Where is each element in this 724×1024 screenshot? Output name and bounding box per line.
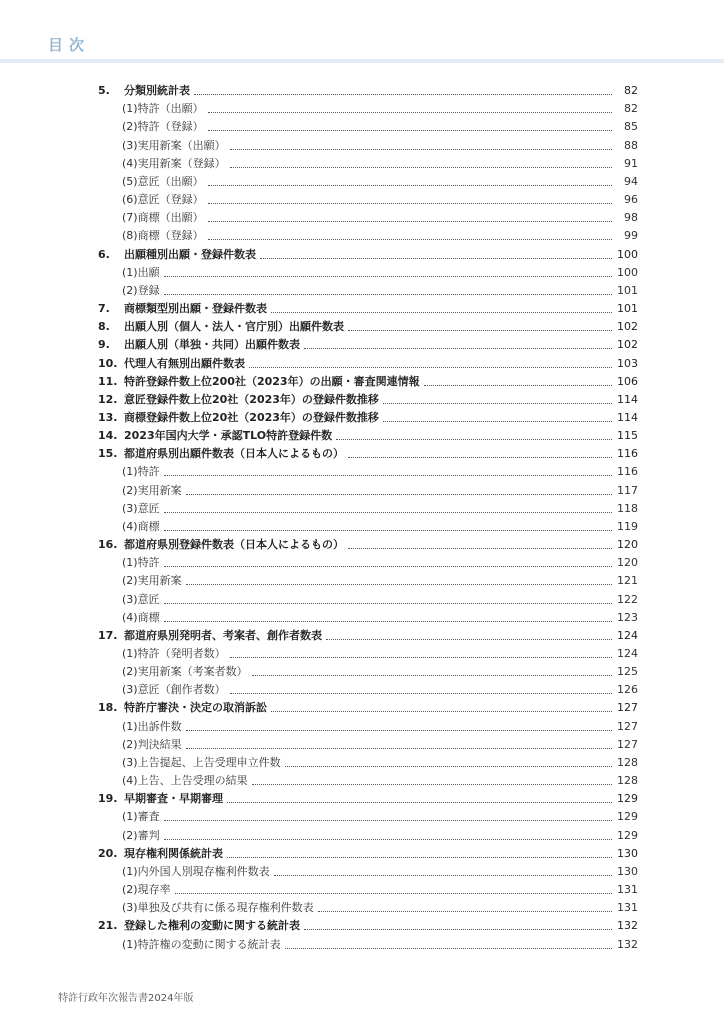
toc-subsection-entry[interactable] bbox=[98, 572, 638, 590]
toc-subsection-entry[interactable] bbox=[98, 481, 638, 499]
toc-dot-leader bbox=[274, 875, 612, 876]
toc-dot-leader bbox=[186, 748, 612, 749]
toc-entry-label: 出願人別（個人・法人・官庁別）出願件数表 bbox=[124, 320, 344, 334]
toc-subsection-entry[interactable] bbox=[98, 173, 638, 191]
toc-entry-number: (1) bbox=[122, 864, 138, 878]
toc-page-number: 100 bbox=[617, 247, 638, 261]
toc-page-number: 94 bbox=[624, 174, 638, 188]
toc-entry-number: 14. bbox=[98, 429, 118, 443]
toc-page-number: 96 bbox=[624, 193, 638, 207]
toc-dot-leader bbox=[348, 457, 612, 458]
toc-subsection-entry[interactable] bbox=[98, 518, 638, 536]
toc-subsection-entry[interactable] bbox=[98, 899, 638, 917]
toc-entry-label: 意匠（創作者数） bbox=[137, 683, 226, 697]
toc-entry-number: (8) bbox=[122, 229, 138, 243]
toc-entry-label: 内外国人別現存権利件数表 bbox=[137, 864, 270, 878]
toc-subsection-entry[interactable] bbox=[98, 609, 638, 627]
toc-entry-number: (4) bbox=[122, 519, 138, 533]
toc-entry-number: (2) bbox=[122, 883, 138, 897]
toc-dot-leader bbox=[164, 276, 612, 277]
toc-page-number: 101 bbox=[617, 302, 638, 316]
toc-dot-leader bbox=[186, 584, 612, 585]
toc-subsection-entry[interactable] bbox=[98, 264, 638, 282]
toc-page-number: 106 bbox=[617, 374, 638, 388]
toc-entry-number: 11. bbox=[98, 374, 118, 388]
toc-dot-leader bbox=[285, 766, 612, 767]
toc-page-number: 117 bbox=[617, 483, 638, 497]
toc-page-number: 118 bbox=[617, 501, 638, 515]
toc-section-entry[interactable] bbox=[98, 318, 638, 336]
toc-entry-number: (2) bbox=[122, 483, 138, 497]
toc-page-number: 99 bbox=[624, 229, 638, 243]
toc-dot-leader bbox=[164, 512, 612, 513]
toc-page-number: 130 bbox=[617, 864, 638, 878]
toc-page-number: 128 bbox=[617, 774, 638, 788]
toc-dot-leader bbox=[383, 421, 612, 422]
toc-section-entry[interactable] bbox=[98, 917, 638, 935]
toc-entry-label: 出願人別（単独・共同）出願件数表 bbox=[124, 338, 300, 352]
toc-entry-number: (2) bbox=[122, 737, 138, 751]
toc-dot-leader bbox=[208, 112, 612, 113]
toc-page-number: 130 bbox=[617, 846, 638, 860]
toc-entry-number: 10. bbox=[98, 356, 118, 370]
toc-section-entry[interactable] bbox=[98, 391, 638, 409]
toc-subsection-entry[interactable] bbox=[98, 500, 638, 518]
toc-entry-label: 2023年国内大学・承認TLO特許登録件数 bbox=[124, 429, 333, 443]
toc-dot-leader bbox=[230, 657, 612, 658]
toc-entry-number: 16. bbox=[98, 538, 118, 552]
toc-section-entry[interactable] bbox=[98, 699, 638, 717]
toc-entry-label: 特許権の変動に関する統計表 bbox=[137, 937, 281, 951]
toc-page-number: 123 bbox=[617, 610, 638, 624]
toc-dot-leader bbox=[230, 149, 612, 150]
toc-entry-label: 実用新案（登録） bbox=[137, 156, 226, 170]
toc-dot-leader bbox=[249, 367, 612, 368]
toc-dot-leader bbox=[304, 929, 612, 930]
toc-entry-number: 13. bbox=[98, 410, 118, 424]
toc-dot-leader bbox=[186, 494, 612, 495]
toc-entry-number: (3) bbox=[122, 592, 138, 606]
toc-dot-leader bbox=[164, 475, 612, 476]
toc-entry-label: 特許庁審決・決定の取消訴訟 bbox=[124, 701, 267, 715]
toc-dot-leader bbox=[227, 857, 612, 858]
toc-entry-label: 商標（登録） bbox=[137, 229, 204, 243]
toc-dot-leader bbox=[164, 839, 612, 840]
toc-entry-number: (6) bbox=[122, 193, 138, 207]
toc-dot-leader bbox=[285, 948, 612, 949]
toc-entry-label: 分類別統計表 bbox=[124, 84, 190, 98]
toc-section-entry[interactable] bbox=[98, 845, 638, 863]
toc-entry-label: 都道府県別発明者、考案者、創作者数表 bbox=[124, 628, 322, 642]
toc-entry-number: 17. bbox=[98, 628, 118, 642]
toc-subsection-entry[interactable] bbox=[98, 282, 638, 300]
toc-entry-label: 審査 bbox=[137, 810, 160, 824]
toc-dot-leader bbox=[271, 711, 612, 712]
toc-entry-number: (5) bbox=[122, 174, 138, 188]
toc-entry-label: 上告、上告受理の結果 bbox=[137, 774, 248, 788]
toc-entry-number: (1) bbox=[122, 937, 138, 951]
toc-entry-label: 意匠登録件数上位20社（2023年）の登録件数推移 bbox=[124, 392, 379, 406]
toc-dot-leader bbox=[164, 621, 612, 622]
toc-entry-number: 19. bbox=[98, 792, 118, 806]
toc-section-entry[interactable] bbox=[98, 427, 638, 445]
toc-subsection-entry[interactable] bbox=[98, 681, 638, 699]
toc-entry-number: 20. bbox=[98, 846, 118, 860]
toc-entry-number: (2) bbox=[122, 283, 138, 297]
toc-page-number: 128 bbox=[617, 755, 638, 769]
toc-subsection-entry[interactable] bbox=[98, 826, 638, 844]
toc-entry-label: 特許（出願） bbox=[137, 102, 204, 116]
toc-page-number: 115 bbox=[617, 429, 638, 443]
toc-subsection-entry[interactable] bbox=[98, 645, 638, 663]
header-divider bbox=[0, 59, 724, 63]
toc-section-entry[interactable] bbox=[98, 445, 638, 463]
toc-page-number: 131 bbox=[617, 883, 638, 897]
toc-page-number: 122 bbox=[617, 592, 638, 606]
toc-dot-leader bbox=[186, 730, 612, 731]
toc-dot-leader bbox=[348, 548, 612, 549]
toc-entry-number: (1) bbox=[122, 719, 138, 733]
toc-page-number: 127 bbox=[617, 701, 638, 715]
toc-page-number: 126 bbox=[617, 683, 638, 697]
toc-page-number: 131 bbox=[617, 901, 638, 915]
toc-entry-number: (7) bbox=[122, 211, 138, 225]
toc-dot-leader bbox=[208, 221, 612, 222]
toc-dot-leader bbox=[252, 675, 612, 676]
toc-page-number: 82 bbox=[624, 84, 638, 98]
toc-entry-number: 8. bbox=[98, 320, 110, 334]
toc-section-entry[interactable] bbox=[98, 790, 638, 808]
toc-dot-leader bbox=[424, 385, 612, 386]
toc-dot-leader bbox=[164, 603, 612, 604]
toc-page-number: 101 bbox=[617, 283, 638, 297]
toc-page-number: 116 bbox=[617, 465, 638, 479]
toc-page-number: 127 bbox=[617, 719, 638, 733]
toc-subsection-entry[interactable] bbox=[98, 736, 638, 754]
toc-entry-label: 現存率 bbox=[137, 883, 171, 897]
toc-entry-number: (1) bbox=[122, 265, 138, 279]
toc-page-number: 98 bbox=[624, 211, 638, 225]
toc-subsection-entry[interactable] bbox=[98, 554, 638, 572]
toc-section-entry[interactable] bbox=[98, 82, 638, 100]
toc-page-number: 132 bbox=[617, 919, 638, 933]
toc-page-number: 82 bbox=[624, 102, 638, 116]
toc-entry-label: 意匠 bbox=[137, 592, 160, 606]
toc-entry-label: 商標登録件数上位20社（2023年）の登録件数推移 bbox=[124, 410, 379, 424]
toc-subsection-entry[interactable] bbox=[98, 191, 638, 209]
toc-entry-number: (4) bbox=[122, 610, 138, 624]
toc-entry-label: 登録した権利の変動に関する統計表 bbox=[124, 919, 300, 933]
toc-entry-label: 実用新案（考案者数） bbox=[137, 665, 248, 679]
toc-subsection-entry[interactable] bbox=[98, 118, 638, 136]
toc-entry-label: 実用新案 bbox=[137, 574, 182, 588]
toc-dot-leader bbox=[230, 693, 612, 694]
toc-entry-number: 21. bbox=[98, 919, 118, 933]
toc-entry-number: (2) bbox=[122, 120, 138, 134]
toc-page-number: 120 bbox=[617, 556, 638, 570]
toc-page-number: 91 bbox=[624, 156, 638, 170]
toc-page-number: 129 bbox=[617, 792, 638, 806]
toc-entry-label: 意匠（出願） bbox=[137, 174, 204, 188]
toc-subsection-entry[interactable] bbox=[98, 663, 638, 681]
toc-entry-label: 商標 bbox=[137, 610, 160, 624]
toc-page-number: 125 bbox=[617, 665, 638, 679]
toc-entry-number: (3) bbox=[122, 501, 138, 515]
toc-dot-leader bbox=[175, 893, 612, 894]
toc-page-number: 120 bbox=[617, 538, 638, 552]
toc-dot-leader bbox=[164, 530, 612, 531]
toc-entry-number: (2) bbox=[122, 665, 138, 679]
toc-entry-number: (4) bbox=[122, 156, 138, 170]
toc-entry-number: (2) bbox=[122, 574, 138, 588]
toc-entry-number: (3) bbox=[122, 138, 138, 152]
toc-entry-label: 登録 bbox=[137, 283, 160, 297]
toc-entry-number: 6. bbox=[98, 247, 110, 261]
toc-entry-number: (2) bbox=[122, 828, 138, 842]
toc-page-number: 88 bbox=[624, 138, 638, 152]
toc-dot-leader bbox=[208, 239, 612, 240]
toc-entry-label: 出願種別出願・登録件数表 bbox=[124, 247, 256, 261]
toc-entry-label: 特許 bbox=[137, 556, 160, 570]
toc-entry-label: 商標（出願） bbox=[137, 211, 204, 225]
toc-subsection-entry[interactable] bbox=[98, 717, 638, 735]
toc-dot-leader bbox=[304, 348, 612, 349]
toc-entry-label: 出訴件数 bbox=[137, 719, 182, 733]
toc-entry-label: 商標類型別出願・登録件数表 bbox=[124, 302, 267, 316]
toc-entry-label: 判決結果 bbox=[137, 737, 182, 751]
toc-dot-leader bbox=[208, 130, 612, 131]
toc-subsection-entry[interactable] bbox=[98, 863, 638, 881]
toc-entry-number: (4) bbox=[122, 774, 138, 788]
toc-section-entry[interactable] bbox=[98, 300, 638, 318]
toc-subsection-entry[interactable] bbox=[98, 209, 638, 227]
toc-section-entry[interactable] bbox=[98, 536, 638, 554]
toc-dot-leader bbox=[383, 403, 612, 404]
toc-dot-leader bbox=[318, 911, 612, 912]
toc-entry-label: 実用新案（出願） bbox=[137, 138, 226, 152]
toc-section-entry[interactable] bbox=[98, 627, 638, 645]
toc-page-number: 119 bbox=[617, 519, 638, 533]
toc-subsection-entry[interactable] bbox=[98, 590, 638, 608]
toc-page-number: 121 bbox=[617, 574, 638, 588]
toc-entry-label: 単独及び共有に係る現存権利件数表 bbox=[137, 901, 314, 915]
toc-entry-number: (3) bbox=[122, 683, 138, 697]
toc-entry-number: (3) bbox=[122, 901, 138, 915]
toc-entry-label: 意匠 bbox=[137, 501, 160, 515]
toc-page-number: 114 bbox=[617, 410, 638, 424]
toc-section-entry[interactable] bbox=[98, 336, 638, 354]
toc-entry-label: 実用新案 bbox=[137, 483, 182, 497]
toc-dot-leader bbox=[164, 820, 612, 821]
toc-entry-label: 特許（登録） bbox=[137, 120, 204, 134]
toc-entry-label: 意匠（登録） bbox=[137, 193, 204, 207]
toc-entry-label: 出願 bbox=[137, 265, 160, 279]
toc-section-entry[interactable] bbox=[98, 245, 638, 263]
toc-subsection-entry[interactable] bbox=[98, 808, 638, 826]
toc-dot-leader bbox=[164, 566, 612, 567]
toc-dot-leader bbox=[271, 312, 612, 313]
toc-entry-label: 特許（発明者数） bbox=[137, 647, 226, 660]
toc-entry-label: 上告提起、上告受理申立件数 bbox=[137, 755, 281, 769]
toc-dot-leader bbox=[164, 294, 612, 295]
toc-page-number: 100 bbox=[617, 265, 638, 279]
toc-page-number: 102 bbox=[617, 338, 638, 352]
toc-entry-number: 18. bbox=[98, 701, 118, 715]
toc-dot-leader bbox=[348, 330, 612, 331]
toc-subsection-entry[interactable] bbox=[98, 227, 638, 245]
toc-section-entry[interactable] bbox=[98, 354, 638, 372]
toc-dot-leader bbox=[336, 439, 612, 440]
toc-entry-number: 9. bbox=[98, 338, 110, 352]
toc-entry-number: 15. bbox=[98, 447, 118, 461]
toc-page-number: 132 bbox=[617, 937, 638, 951]
toc-subsection-entry[interactable] bbox=[98, 155, 638, 173]
toc-entry-label: 審判 bbox=[137, 828, 160, 842]
toc-subsection-entry[interactable] bbox=[98, 935, 638, 953]
table-of-contents bbox=[98, 82, 638, 954]
toc-page-number: 124 bbox=[617, 647, 638, 660]
toc-dot-leader bbox=[230, 167, 612, 168]
toc-entry-number: (1) bbox=[122, 810, 138, 824]
toc-entry-label: 特許登録件数上位200社（2023年）の出願・審査関連情報 bbox=[124, 374, 420, 388]
page-title: 目次 bbox=[48, 36, 91, 54]
toc-entry-number: 5. bbox=[98, 84, 110, 98]
toc-subsection-entry[interactable] bbox=[98, 136, 638, 154]
toc-subsection-entry[interactable] bbox=[98, 100, 638, 118]
toc-entry-number: 7. bbox=[98, 302, 110, 316]
toc-dot-leader bbox=[260, 258, 612, 259]
toc-entry-label: 現存権利関係統計表 bbox=[124, 846, 223, 860]
toc-entry-number: (3) bbox=[122, 755, 138, 769]
toc-entry-label: 商標 bbox=[137, 519, 160, 533]
toc-subsection-entry[interactable] bbox=[98, 754, 638, 772]
toc-section-entry[interactable] bbox=[98, 373, 638, 391]
toc-section-entry[interactable] bbox=[98, 409, 638, 427]
toc-entry-label: 都道府県別登録件数表（日本人によるもの） bbox=[124, 538, 344, 552]
toc-page-number: 103 bbox=[617, 356, 638, 370]
toc-entry-label: 都道府県別出願件数表（日本人によるもの） bbox=[124, 447, 344, 461]
toc-entry-number: (1) bbox=[122, 556, 138, 570]
toc-dot-leader bbox=[326, 639, 612, 640]
toc-entry-number: (1) bbox=[122, 102, 138, 116]
toc-page-number: 85 bbox=[624, 120, 638, 134]
toc-entry-label: 特許 bbox=[137, 465, 160, 479]
toc-dot-leader bbox=[208, 185, 612, 186]
toc-page-number: 102 bbox=[617, 320, 638, 334]
toc-page-number: 124 bbox=[617, 628, 638, 642]
toc-subsection-entry[interactable] bbox=[98, 881, 638, 899]
toc-page-number: 114 bbox=[617, 392, 638, 406]
toc-entry-label: 早期審査・早期審理 bbox=[124, 792, 223, 806]
toc-dot-leader bbox=[194, 94, 612, 95]
toc-dot-leader bbox=[208, 203, 612, 204]
toc-entry-label: 代理人有無別出願件数表 bbox=[124, 356, 245, 370]
toc-page-number: 129 bbox=[617, 810, 638, 824]
footer-publication-title: 特許行政年次報告書2024年版 bbox=[58, 993, 194, 1004]
toc-dot-leader bbox=[252, 784, 612, 785]
toc-dot-leader bbox=[227, 802, 612, 803]
toc-entry-number: (1) bbox=[122, 647, 138, 660]
toc-page-number: 129 bbox=[617, 828, 638, 842]
toc-entry-number: (1) bbox=[122, 465, 138, 479]
toc-subsection-entry[interactable] bbox=[98, 463, 638, 481]
toc-subsection-entry[interactable] bbox=[98, 772, 638, 790]
toc-page-number: 116 bbox=[617, 447, 638, 461]
toc-page-number: 127 bbox=[617, 737, 638, 751]
toc-entry-number: 12. bbox=[98, 392, 118, 406]
